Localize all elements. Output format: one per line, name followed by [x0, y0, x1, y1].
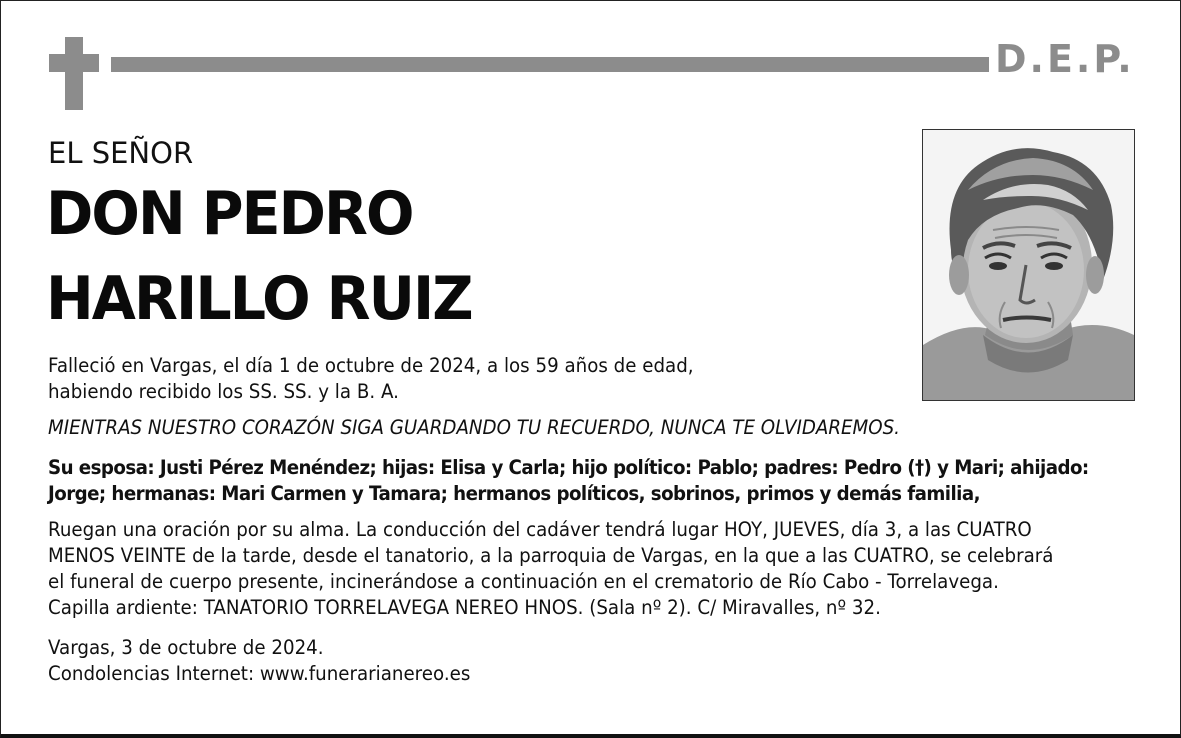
memorial-quote: MIENTRAS NUESTRO CORAZÓN SIGA GUARDANDO TU RECUERDO, NUNCA TE OLVIDAREMOS. — [48, 416, 900, 439]
service-line: el funeral de cuerpo presente, incinerándose a continuación en el crematorio de Río Cabo - Torrelavega. — [48, 570, 999, 593]
service-details — [48, 517, 1053, 621]
honorific: EL SEÑOR — [48, 136, 194, 170]
family-line: Jorge; hermanas: Mari Carmen y Tamara; hermanos políticos, sobrinos, primos y demás familia, — [48, 482, 980, 505]
footer — [48, 635, 470, 687]
dep-title: D.E.P. — [995, 37, 1135, 81]
portrait-photo — [922, 129, 1135, 401]
service-line: Capilla ardiente: TANATORIO TORRELAVEGA NEREO HNOS. (Sala nº 2). C/ Miravalles, nº 32. — [48, 596, 881, 619]
service-line: MENOS VEINTE de la tarde, desde el tanatorio, a la parroquia de Vargas, en la que a las CUATRO, se celebrará — [48, 544, 1054, 567]
condolences-link[interactable]: Condolencias Internet: www.funerarianereo.es — [48, 662, 471, 685]
header-rule — [111, 57, 989, 72]
family-line: Su esposa: Justi Pérez Menéndez; hijas: Elisa y Carla; hijo político: Pablo; padres: Pedro (†) y Mari; ahijado: — [48, 456, 1089, 479]
deceased-name-line-1: DON PEDRO — [46, 179, 413, 249]
death-notice-line: habiendo recibido los SS. SS. y la B. A. — [48, 380, 399, 403]
place-date: Vargas, 3 de octubre de 2024. — [48, 636, 324, 659]
death-notice — [48, 353, 694, 405]
deceased-name-line-2: HARILLO RUIZ — [46, 264, 472, 334]
family-list — [48, 455, 1089, 507]
death-notice-line: Falleció en Vargas, el día 1 de octubre de 2024, a los 59 años de edad, — [48, 354, 694, 377]
service-line: Ruegan una oración por su alma. La conducción del cadáver tendrá lugar HOY, JUEVES, día 3, a las CUATRO — [48, 518, 1032, 541]
